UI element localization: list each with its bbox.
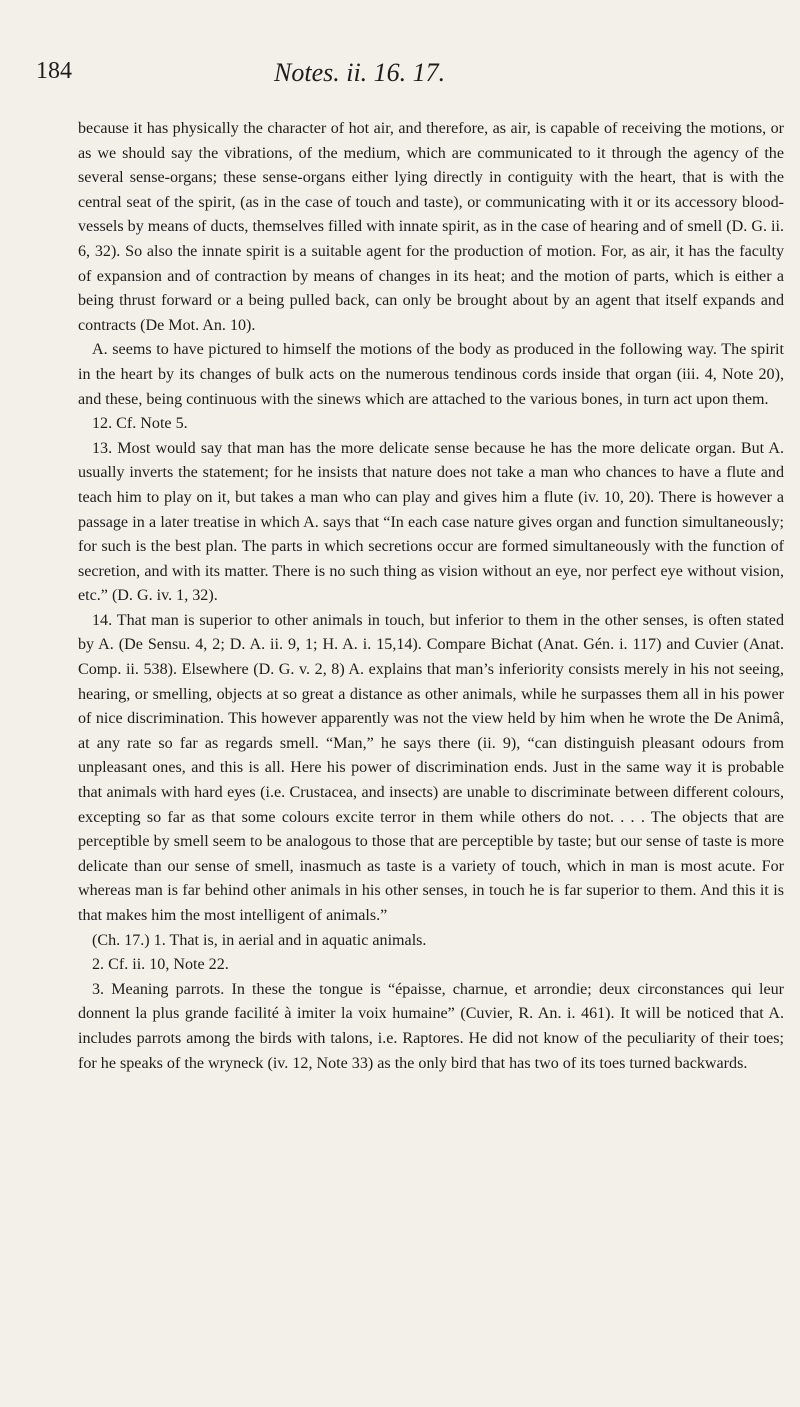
running-head: Notes. ii. 16. 17. <box>274 58 446 87</box>
paragraph: 13. Most would say that man has the more delicate sense because he has the more delicate organ. But A. usually inverts the statement; for he insists that nature does not take a man who chances to have a flute and teach him to play on it, but takes a man who can play and gives him a flute (iv. 10, 20). There is however a passage in a later treatise in which A. says that “In each case nature gives organ and function simultaneously; for such is the best plan. The parts in which secretions occur are formed simultaneously with the function of secretion, and with its matter. There is no such thing as vision without an eye, nor perfect eye without vision, etc.” (D. G. iv. 1, 32). <box>78 439 784 605</box>
paragraph: because it has physically the character of hot air, and therefore, as air, is capable of receiving the motions, or as we should say the vibrations, of the medium, which are communicated to it through the agency of the several sense-organs; these sense-organs either lying directly in contiguity with the heart, that is with the central seat of the spirit, (as in the case of touch and taste), or communicating with it or its accessory blood-vessels by means of ducts, themselves filled with innate spirit, as in the case of hearing and of smell (D. G. ii. 6, 32). So also the innate spirit is a suitable agent for the production of motion. For, as air, it has the faculty of expansion and of contraction by means of changes in its heat; and the motion of parts, which is either a being thrust forward or a being pulled back, can only be brought about by an agent that itself expands and contracts (De Mot. An. 10). <box>78 120 784 334</box>
paragraph: (Ch. 17.) 1. That is, in aerial and in aquatic animals. <box>92 931 427 949</box>
paragraph: 2. Cf. ii. 10, Note 22. <box>92 956 229 974</box>
page-number: 184 <box>36 58 72 84</box>
paragraph: A. seems to have pictured to himself the motions of the body as produced in the following way. The spirit in the heart by its changes of bulk acts on the numerous tendinous cords inside that organ (iii. 4, Note 20), and these, being continuous with the sinews which are attached to the various bones, in turn act upon them. <box>78 341 784 408</box>
paragraph: 12. Cf. Note 5. <box>92 415 188 433</box>
notes-body <box>78 117 784 1076</box>
paragraph: 14. That man is superior to other animals in touch, but inferior to them in the other senses, is often stated by A. (De Sensu. 4, 2; D. A. ii. 9, 1; H. A. i. 15,14). Compare Bichat (Anat. Gén. i. 117) and Cuvier (Anat. Comp. ii. 538). Elsewhere (D. G. v. 2, 8) A. explains that man’s inferiority consists merely in his not seeing, hearing, or smelling, objects at so great a distance as other animals, while he surpasses them all in his power of nice discrimination. This however apparently was not the view held by him when he wrote the De Animâ, at any rate so far as regards smell. “Man,” he says there (ii. 9), “can distinguish pleasant odours from unpleasant ones, and this is all. Here his power of discrimination ends. Just in the same way it is probable that animals with hard eyes (i.e. Crustacea, and insects) are unable to discriminate between different colours, excepting so far as that some colours excite terror in them while others do not. . . . The objects that are perceptible by smell seem to be analogous to those that are perceptible by taste; but our sense of taste is more delicate than our sense of smell, inasmuch as taste is a variety of touch, which in man is most acute. For whereas man is far behind other animals in his other senses, in touch he is far superior to them. And this it is that makes him the most intelligent of animals.” <box>78 611 784 924</box>
paragraph: 3. Meaning parrots. In these the tongue is “épaisse, charnue, et arrondie; deux circonstances qui leur donnent la plus grande facilité à imiter la voix humaine” (Cuvier, R. An. i. 461). It will be noticed that A. includes parrots among the birds with talons, i.e. Raptores. He did not know of the peculiarity of their toes; for he speaks of the wryneck (iv. 12, Note 33) as the only bird that has two of its toes turned backwards. <box>78 980 784 1072</box>
page-header <box>36 58 760 98</box>
